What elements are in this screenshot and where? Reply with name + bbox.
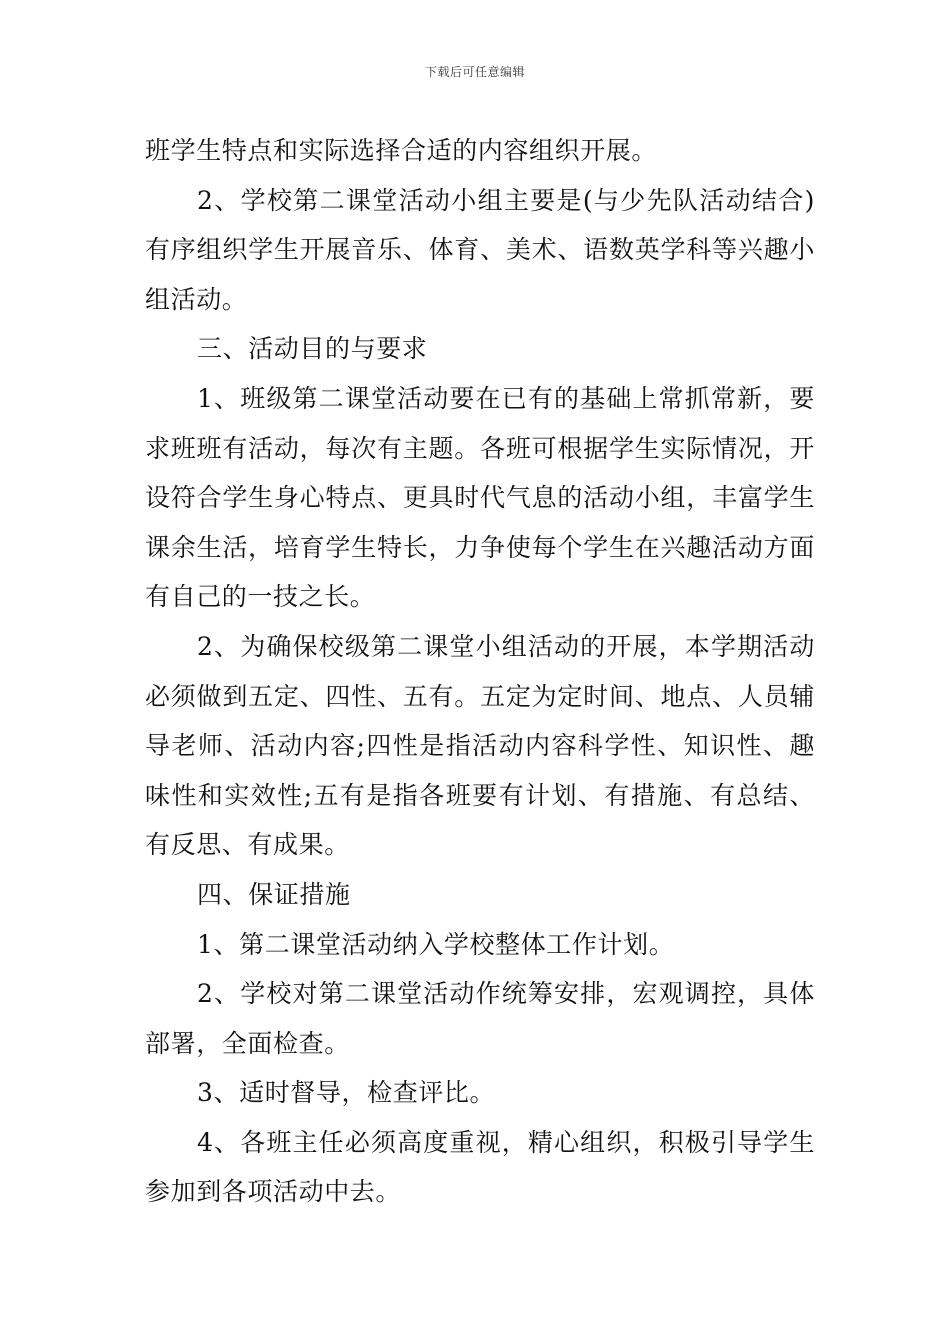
paragraph-measure-1: 1、第二课堂活动纳入学校整体工作计划。	[197, 929, 675, 959]
section-heading-goals: 三、活动目的与要求	[197, 334, 428, 364]
section-heading-measures: 四、保证措施	[197, 879, 351, 909]
page-header: 下载后可任意编辑	[424, 65, 525, 79]
paragraph-continuation: 班学生特点和实际选择合适的内容组织开展。	[145, 136, 658, 165]
paragraph-goal-1: 1、班级第二课堂活动要在已有的基础上常抓常新，要求班班有活动，每次有主题。各班可根据学生实际情况，开设符合学生身心特点、更具时代气息的活动小组，丰富学生课余生活，培育学生特长，力争使每个学生在兴趣活动方面有自己的一技之长。	[145, 383, 815, 612]
paragraph-item-2-activity-groups: 2、学校第二课堂活动小组主要是(与少先队活动结合)有序组织学生开展音乐、体育、美术、语数英学科等兴趣小组活动。	[145, 185, 815, 314]
paragraph-goal-2: 2、为确保校级第二课堂小组活动的开展，本学期活动必须做到五定、四性、五有。五定为定时间、地点、人员辅导老师、活动内容;四性是指活动内容科学性、知识性、趣味性和实效性;五有是指各班要有计划、有措施、有总结、有反思、有成果。	[145, 631, 815, 860]
document-body	[145, 126, 815, 1217]
paragraph-measure-2: 2、学校对第二课堂活动作统筹安排，宏观调控，具体部署，全面检查。	[145, 979, 815, 1058]
paragraph-measure-4: 4、各班主任必须高度重视，精心组织，积极引导学生参加到各项活动中去。	[145, 1127, 815, 1207]
paragraph-measure-3: 3、适时督导，检查评比。	[197, 1078, 496, 1108]
